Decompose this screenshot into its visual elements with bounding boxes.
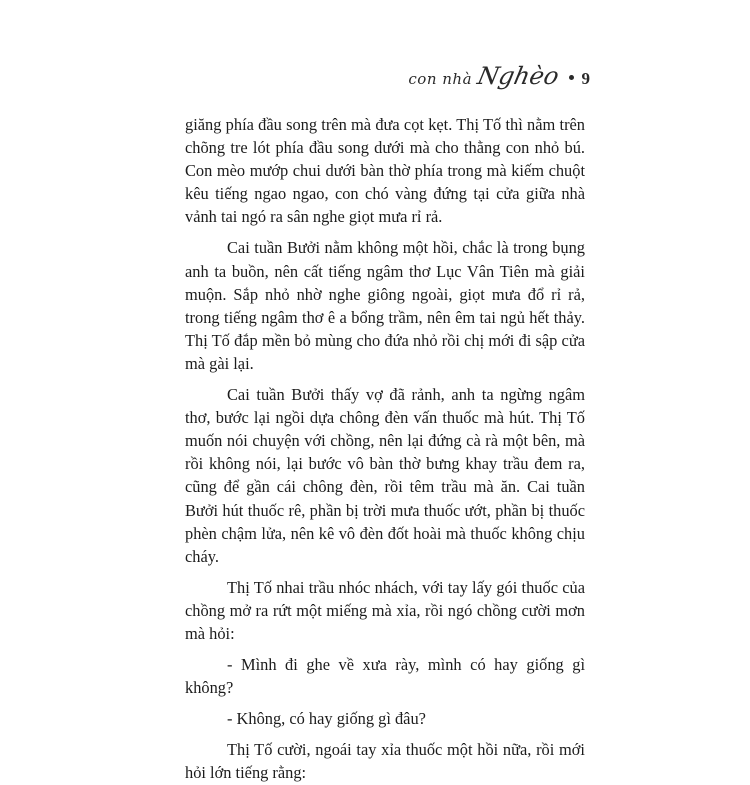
running-head-title-script: Nghèo <box>475 62 562 90</box>
dialogue-line-2: - Không, có hay giống gì đâu? <box>227 709 426 729</box>
paragraph-3: Cai tuần Bưởi thấy vợ đã rảnh, anh ta ngừng ngâm thơ, bước lại ngồi dựa chông đèn vấn thuốc mà hút. Thị Tố muốn nói chuyện với chồng, nên lại đứng cà rà một bên, mà rồi không nói, lại bước vô bàn thờ bưng khay trầu đem ra, cũng để gần cái chông đèn, rồi têm trầu mà ăn. Cai tuần Bưởi hút thuốc rê, phần bị trời mưa thuốc ướt, phần bị thuốc phèn chậm lửa, nên kê vô đèn đốt hoài mà thuốc không chịu cháy. <box>185 385 585 566</box>
dialogue-line-1: - Mình đi ghe về xưa rày, mình có hay giống gì không? <box>185 655 585 698</box>
paragraph-1: giăng phía đầu song trên mà đưa cọt kẹt. Thị Tố thì nằm trên chõng tre lót phía đầu song dưới mà cho thằng con nhỏ bú. Con mèo mướp chui dưới bàn thờ phía trong mà kiếm chuột kêu tiếng ngao ngao, con chó vàng đứng tại cửa giữa nhà vảnh tai ngó ra sân nghe giọt mưa rỉ rả. <box>185 115 585 227</box>
bullet-dot-icon <box>569 75 574 80</box>
running-head-title-prefix: con nhà <box>408 70 473 88</box>
paragraph-4: Thị Tố nhai trầu nhóc nhách, với tay lấy gói thuốc của chồng mở ra rứt một miếng mà xỉa, rồi ngó chồng cười mơn mà hỏi: <box>185 577 585 643</box>
paragraph-2: Cai tuần Bưởi nằm không một hồi, chắc là trong bụng anh ta buồn, nên cất tiếng ngâm thơ Lục Vân Tiên mà giải muộn. Sắp nhỏ nhờ nghe giông ngoài, giọt mưa đổ rỉ rả, trong tiếng ngâm thơ ê a bổng trầm, nên êm tai ngủ hết thảy. Thị Tố đắp mền bỏ mùng cho đứa nhỏ rồi chị mới đi sập cửa mà gài lại. <box>185 238 585 373</box>
page-number: 9 <box>581 69 590 88</box>
body-text <box>185 113 585 785</box>
paragraph-5: Thị Tố cười, ngoái tay xỉa thuốc một hồi nữa, rồi mới hỏi lớn tiếng rằng: <box>185 740 585 783</box>
running-head <box>408 62 590 90</box>
